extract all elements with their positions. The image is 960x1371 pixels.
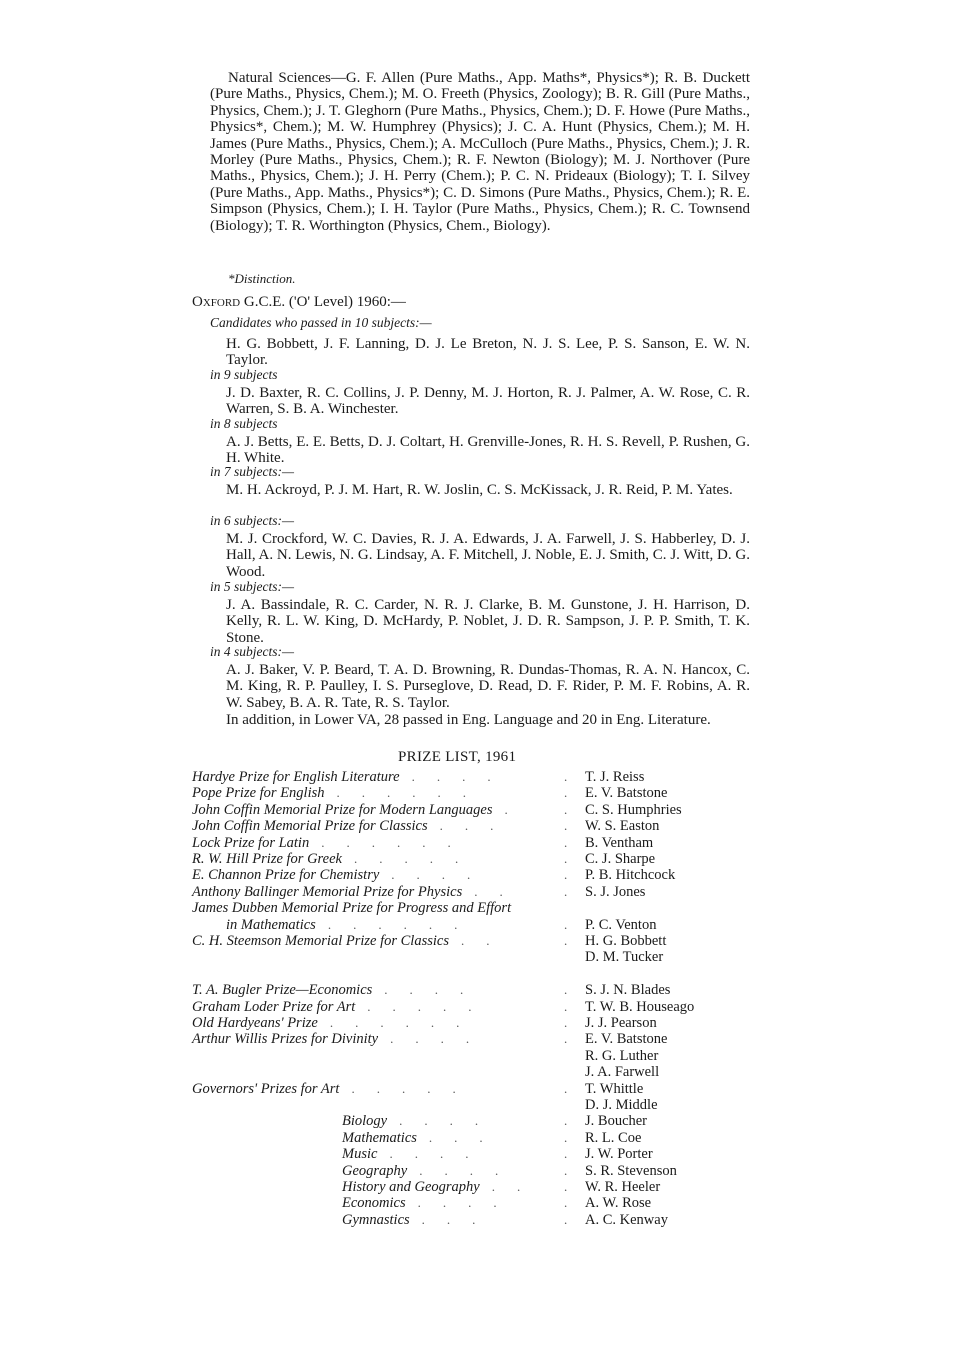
prize-winner: T. Whittle <box>585 1080 644 1097</box>
prize-row <box>0 785 960 801</box>
prize-row <box>0 1130 960 1146</box>
prize-row <box>0 835 960 851</box>
final-dot: . <box>564 851 590 866</box>
prize-row <box>0 1081 960 1097</box>
prize-row <box>0 1163 960 1179</box>
prize-label: in Mathematics <box>226 916 316 933</box>
prize-row <box>0 867 960 883</box>
prize-label: History and Geography <box>342 1179 480 1195</box>
leader-dots: .... <box>391 867 493 883</box>
prize-winner: J. Boucher <box>585 1113 648 1130</box>
prize-winner: R. L. Coe <box>585 1129 642 1146</box>
leader-dots: .... <box>417 1195 519 1211</box>
final-dot: . <box>564 801 590 817</box>
subjects-9-names: J. D. Baxter, R. C. Collins, J. P. Denny, M. J. Horton, R. J. Palmer, A. W. Rose, C. R. Warren, S. B. A. Winchester. <box>226 385 750 418</box>
final-dot: . <box>564 1179 590 1194</box>
prize-row <box>0 949 960 965</box>
prize-winner: E. V. Batstone <box>585 1031 668 1048</box>
oxford-heading <box>192 294 406 311</box>
prize-label: R. W. Hill Prize for Greek <box>192 851 342 867</box>
final-dot: . <box>564 1162 590 1178</box>
prize-winner: P. B. Hitchcock <box>585 867 676 884</box>
prize-row <box>0 1212 960 1228</box>
prize-label: Graham Loder Prize for Art <box>192 998 356 1015</box>
prize-row <box>0 999 960 1015</box>
final-dot: . <box>564 883 590 899</box>
final-dot: . <box>564 916 590 932</box>
final-dot: . <box>564 769 590 784</box>
leader-dots: .... <box>390 1031 492 1047</box>
final-dot: . <box>564 1211 590 1227</box>
leader-dots: .. <box>460 933 512 948</box>
prize-label: C. H. Steemson Memorial Prize for Classics <box>192 933 449 949</box>
final-dot: . <box>564 1146 590 1162</box>
final-dot: . <box>564 1113 590 1129</box>
leader-dots: ... <box>421 1211 498 1227</box>
prize-winner: D. M. Tucker <box>585 949 664 966</box>
prize-label: Biology <box>342 1113 388 1130</box>
leader-dots: ... <box>439 818 516 834</box>
prize-winner: A. W. Rose <box>585 1195 652 1212</box>
prize-label: Mathematics <box>342 1129 417 1146</box>
leader-dots: ..... <box>367 998 494 1014</box>
prize-row <box>0 1048 960 1064</box>
subjects-4-names: A. J. Baker, V. P. Beard, T. A. D. Browning, R. Dundas-Thomas, R. A. N. Hancox, C. M. King, R. P. Paulley, I. S. Purseglove, D. Read, D. F. Rider, P. M. F. Robins, A. R. W. Sabey, B. A. R. Tate, R. S. Taylor. <box>226 662 750 711</box>
prize-row <box>0 802 960 818</box>
prize-winner: C. S. Humphries <box>585 801 682 818</box>
prize-winner: T. J. Reiss <box>585 769 645 785</box>
subjects-4-label: in 4 subjects:— <box>210 644 294 659</box>
prize-winner: R. G. Luther <box>585 1047 659 1064</box>
prize-row <box>0 884 960 900</box>
subjects-9-label: in 9 subjects <box>210 367 278 382</box>
final-dot: . <box>564 785 590 801</box>
prize-winner: A. C. Kenway <box>585 1211 668 1228</box>
prize-label: Gymnastics <box>342 1211 410 1228</box>
oxford-prefix: Oxford <box>192 294 241 310</box>
final-dot: . <box>564 1195 590 1211</box>
prize-winner: D. J. Middle <box>585 1097 658 1113</box>
final-dot: . <box>564 1080 590 1096</box>
prize-label: Music <box>342 1146 378 1163</box>
prize-label: Arthur Willis Prizes for Divinity <box>192 1031 379 1048</box>
prize-winner: B. Ventham <box>585 834 654 851</box>
final-dot: . <box>564 998 590 1014</box>
subjects-7-names: M. H. Ackroyd, P. J. M. Hart, R. W. Joslin, C. S. McKissack, J. R. Reid, P. M. Yates. <box>226 482 733 498</box>
subjects-8-names: A. J. Betts, E. E. Betts, D. J. Coltart, H. Grenville-Jones, R. H. S. Revell, P. Rushen, G. H. White. <box>226 434 750 467</box>
prize-row <box>0 917 960 933</box>
leader-dots: .... <box>384 982 486 998</box>
distinction-note: *Distinction. <box>228 271 296 286</box>
prize-label: Hardye Prize for English Literature <box>192 769 400 785</box>
prize-winner: S. J. Jones <box>585 883 646 900</box>
prize-winner: J. J. Pearson <box>585 1015 657 1031</box>
prize-label: Pope Prize for English <box>192 785 325 802</box>
subjects-6-names: M. J. Crockford, W. C. Davies, R. J. A. Edwards, J. A. Farwell, J. S. Habberley, D. J. Hall, A. N. Lewis, N. G. Lindsay, A. F. Mitchell, J. Noble, E. J. Smith, C. J. Witt, D. G. Wood. <box>226 531 750 580</box>
prize-label: Lock Prize for Latin <box>192 834 310 851</box>
leader-dots: .... <box>399 1113 501 1129</box>
leader-dots: ..... <box>353 851 481 866</box>
leader-dots: .... <box>419 1162 521 1178</box>
final-dot: . <box>564 1129 590 1145</box>
leader-dots: . <box>504 801 530 817</box>
prize-row <box>0 851 960 867</box>
prize-list <box>0 769 960 1229</box>
prize-winner: C. J. Sharpe <box>585 851 656 867</box>
oxford-heading-text: G.C.E. ('O' Level) 1960:— <box>240 294 406 310</box>
prize-winner: W. R. Heeler <box>585 1179 661 1195</box>
subjects-10-label: Candidates who passed in 10 subjects:— <box>210 315 432 330</box>
final-dot: . <box>564 982 590 998</box>
leader-dots: .... <box>411 769 513 784</box>
prize-row <box>0 1064 960 1080</box>
prize-label: Governors' Prizes for Art <box>192 1080 340 1097</box>
prize-label: T. A. Bugler Prize—Economics <box>192 982 373 999</box>
subjects-5-label: in 5 subjects:— <box>210 579 294 594</box>
prize-list-title: PRIZE LIST, 1961 <box>398 749 517 765</box>
prize-row <box>0 933 960 949</box>
prize-row <box>0 1031 960 1047</box>
prize-row <box>0 1179 960 1195</box>
prize-label: Economics <box>342 1195 406 1212</box>
prize-row <box>0 1195 960 1211</box>
final-dot: . <box>564 1015 590 1030</box>
final-dot: . <box>564 818 590 834</box>
prize-row <box>0 1113 960 1129</box>
leader-dots: ... <box>428 1129 505 1145</box>
leader-dots: ..... <box>351 1080 478 1096</box>
prize-winner: W. S. Easton <box>585 818 660 835</box>
leader-dots: ...... <box>336 785 489 801</box>
prize-label: Old Hardyeans' Prize <box>192 1015 318 1031</box>
prize-row <box>0 1015 960 1031</box>
prize-row <box>0 982 960 998</box>
subjects-6-label: in 6 subjects:— <box>210 513 294 528</box>
prize-winner: E. V. Batstone <box>585 785 668 802</box>
prize-row <box>0 769 960 785</box>
prize-winner: S. J. N. Blades <box>585 982 671 999</box>
leader-dots: .. <box>474 883 525 899</box>
prize-label: Anthony Ballinger Memorial Prize for Physics <box>192 883 463 900</box>
final-dot: . <box>564 933 590 948</box>
leader-dots: ...... <box>329 1015 482 1030</box>
prize-row <box>0 818 960 834</box>
natural-sciences-paragraph: Natural Sciences—G. F. Allen (Pure Maths., App. Maths*, Physics*); R. B. Duckett (Pure Maths., Physics, Chem.); M. O. Freeth (Physics, Zoology); B. R. Gill (Pure Maths., Physics, Chem.); J. T. Gleghorn (Pure Maths., Physics, Chem.); D. F. Howe (Pure Maths., Physics*, Chem.); M. W. Humphrey (Physics); J. C. A. Hunt (Physics, Chem.); M. H. James (Pure Maths., Physics, Chem.); A. McCulloch (Pure Maths., Physics, Chem.); J. R. Morley (Pure Maths., Physics, Chem.); R. F. Newton (Biology); M. J. Northover (Pure Maths., Physics, Chem.); J. H. Perry (Chem.); P. C. N. Prideaux (Biology); T. I. Silvey (Pure Maths., App. Maths., Physics*); C. D. Simons (Pure Maths., Physics, Chem.); R. E. Simpson (Physics, Chem.); I. H. Taylor (Pure Maths., Physics, Chem.); R. C. Townsend (Biology); T. R. Worthington (Physics, Chem., Biology). <box>210 70 750 234</box>
prize-row <box>0 1097 960 1113</box>
subjects-5-names: J. A. Bassindale, R. C. Carder, N. R. J. Clarke, B. M. Gunstone, J. H. Harrison, D. Kelly, R. L. W. King, D. McHardy, P. Noblet, J. D. R. Sampson, J. P. P. Smith, T. K. Stone. <box>226 597 750 646</box>
subjects-10-names: H. G. Bobbett, J. F. Lanning, D. J. Le Breton, N. J. S. Lee, P. S. Sanson, E. W. N. Taylor. <box>226 336 750 369</box>
leader-dots: .... <box>389 1146 491 1162</box>
leader-dots: .. <box>491 1179 543 1194</box>
addition-note: In addition, in Lower VA, 28 passed in Eng. Language and 20 in Eng. Literature. <box>226 712 711 728</box>
subjects-8-label: in 8 subjects <box>210 416 278 431</box>
prize-label: John Coffin Memorial Prize for Classics <box>192 818 428 835</box>
final-dot: . <box>564 867 590 883</box>
prize-winner: J. A. Farwell <box>585 1064 660 1081</box>
leader-dots: ...... <box>327 916 480 932</box>
subjects-7-label: in 7 subjects:— <box>210 464 294 479</box>
final-dot: . <box>564 1031 590 1047</box>
prize-label: James Dubben Memorial Prize for Progress and Effort <box>192 900 512 917</box>
prize-winner: T. W. B. Houseago <box>585 998 695 1015</box>
prize-row <box>0 900 960 916</box>
prize-label: Geography <box>342 1162 408 1179</box>
final-dot: . <box>564 834 590 850</box>
prize-label: John Coffin Memorial Prize for Modern Languages <box>192 801 493 818</box>
prize-row <box>0 1146 960 1162</box>
prize-winner: P. C. Venton <box>585 916 657 933</box>
leader-dots: ...... <box>321 834 473 850</box>
prize-winner: J. W. Porter <box>585 1146 653 1163</box>
prize-winner: S. R. Stevenson <box>585 1162 677 1179</box>
prize-label: E. Channon Prize for Chemistry <box>192 867 380 884</box>
prize-winner: H. G. Bobbett <box>585 933 667 949</box>
